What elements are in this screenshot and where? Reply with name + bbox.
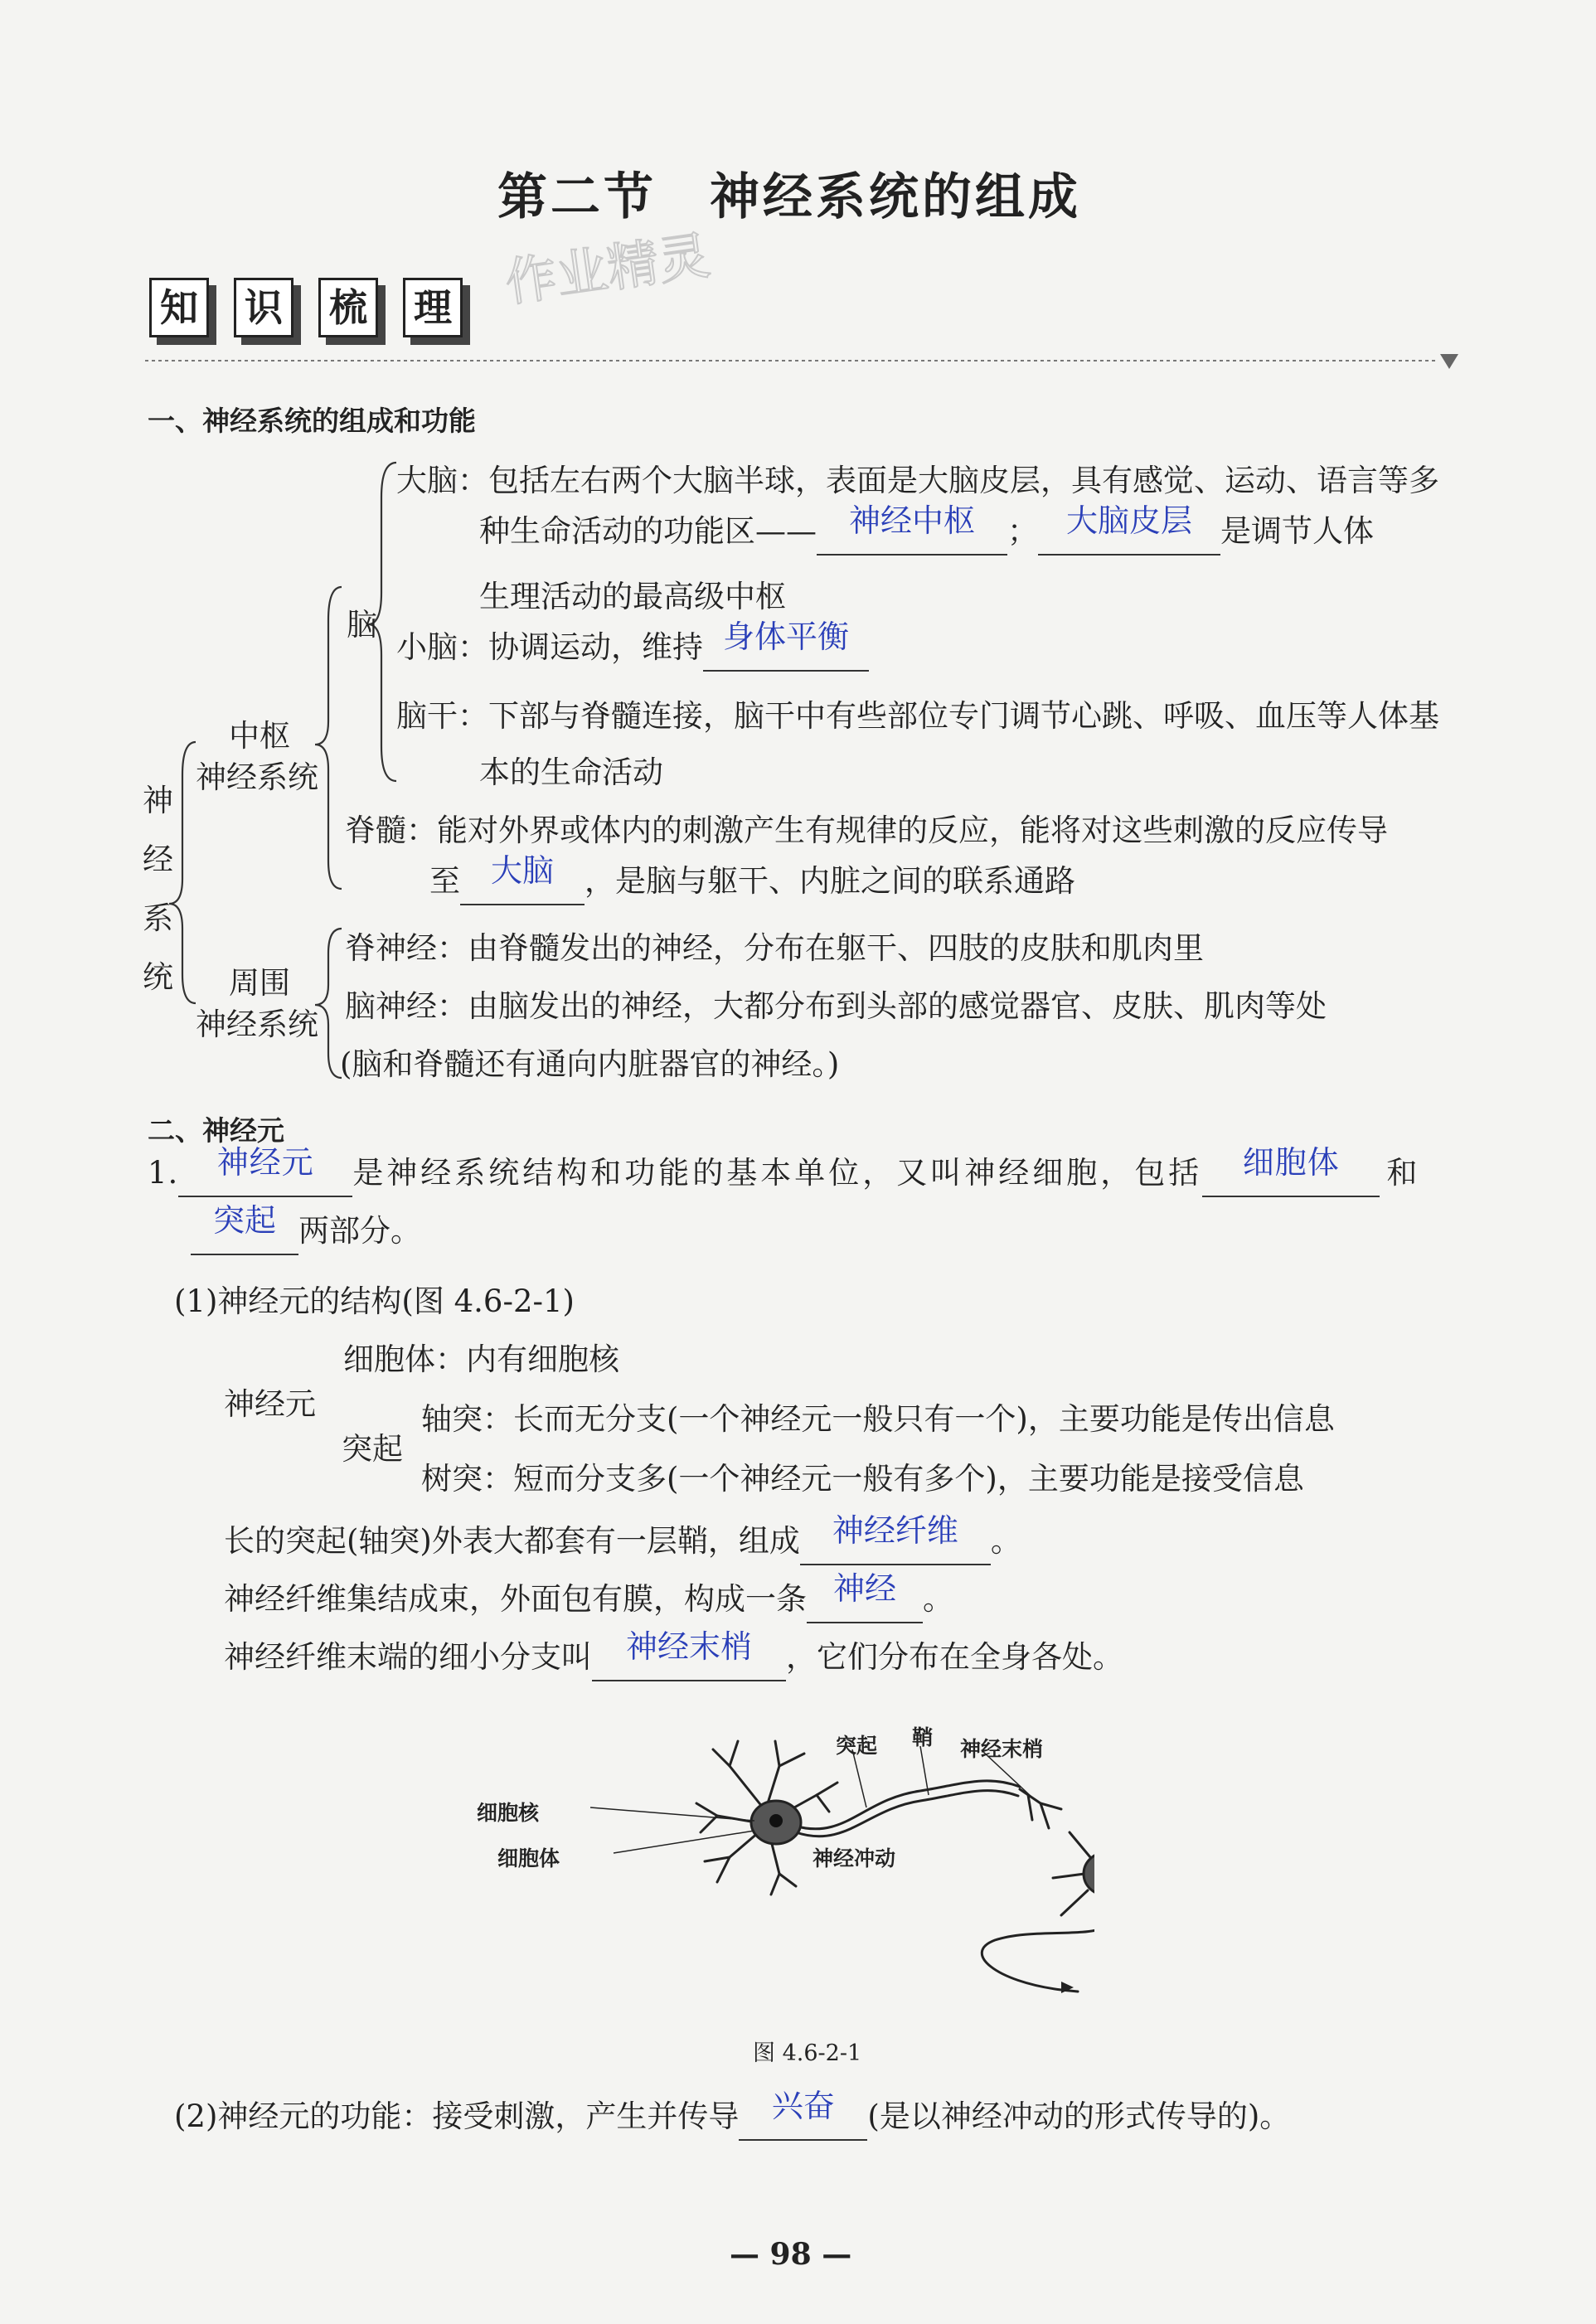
answer-blank-6: 细胞体 (1202, 1154, 1380, 1197)
figure-label-cell-body: 细胞体 (497, 1846, 560, 1870)
central-label-2: 神经系统 (196, 759, 318, 795)
neuron-figure (477, 1716, 1094, 1998)
cerebrum-line-2: 种生命活动的功能区—— 神经中枢 ； 大脑皮层 是调节人体 (479, 512, 1374, 556)
figure-label-nerve-ending: 神经末梢 (960, 1737, 1044, 1761)
brain-label: 脑 (347, 607, 377, 643)
spinal-line-2: 至 大脑 ，是脑与躯干、内脏之间的联系通路 (429, 862, 1075, 905)
cell-body-line: 细胞体：内有细胞核 (343, 1342, 619, 1377)
function-line: (2)神经元的功能：接受刺激，产生并传导 兴奋 (是以神经冲动的形式传导的)。 (174, 2098, 1290, 2141)
nerve-ending-line: 神经纤维末端的细小分支叫 神经末梢 ，它们分布在全身各处。 (224, 1638, 1123, 1681)
answer-blank-3: 身体平衡 (703, 628, 869, 672)
sub-heading-structure: (1)神经元的结构(图 4.6-2-1) (174, 1283, 575, 1319)
answer-blank-11: 兴奋 (739, 2098, 867, 2141)
neuron-label: 神经元 (224, 1386, 316, 1422)
brainstem-line-1: 脑干：下部与脊髓连接，脑干中有些部位专门调节心跳、呼吸、血压等人体基 (396, 698, 1439, 734)
answer-blank-8: 神经纤维 (800, 1522, 991, 1565)
answer-blank-1: 神经中枢 (817, 512, 1007, 556)
figure-caption: 图 4.6-2-1 (753, 2040, 862, 2066)
page-number: — 98 — (730, 2237, 852, 2272)
question-1-line-1: 1. 神经元 是神经系统结构和功能的基本单位，又叫神经细胞，包括 细胞体 和 (148, 1154, 1418, 1197)
spinal-nerve-line: 脊神经：由脊髓发出的神经，分布在躯干、四肢的皮肤和肌肉里 (345, 930, 1204, 966)
knowledge-box-4: 理 (403, 278, 463, 337)
nerve-line: 神经纤维集结成束，外面包有膜，构成一条 神经 。 (224, 1580, 953, 1623)
sheath-line: 长的突起(轴突)外表大都套有一层鞘，组成 神经纤维 。 (224, 1522, 1021, 1565)
process-label: 突起 (342, 1431, 403, 1467)
answer-blank-9: 神经 (807, 1580, 923, 1623)
spinal-line-1: 脊髓：能对外界或体内的刺激产生有规律的反应，能将对这些刺激的反应传导 (345, 813, 1388, 848)
knowledge-box-2: 识 (234, 278, 293, 337)
watermark: 作业精灵 (501, 225, 714, 313)
question-1-line-2: 突起 两部分。 (191, 1212, 421, 1255)
cerebrum-line-1: 大脑：包括左右两个大脑半球，表面是大脑皮层，具有感觉、运动、语言等多 (396, 463, 1439, 498)
section1-heading: 一、神经系统的组成和功能 (148, 405, 476, 437)
figure-label-impulse: 神经冲动 (813, 1846, 896, 1870)
visceral-note: (脑和脊髓还有通向内脏器官的神经。) (340, 1046, 840, 1082)
knowledge-box-3: 梳 (318, 278, 378, 337)
answer-blank-2: 大脑皮层 (1038, 512, 1220, 556)
answer-blank-7: 突起 (191, 1212, 298, 1255)
page-title: 第二节 神经系统的组成 (497, 168, 1081, 226)
knowledge-box-1: 知 (149, 278, 209, 337)
peripheral-label-1: 周围 (229, 965, 290, 1001)
cranial-nerve-line: 脑神经：由脑发出的神经，大都分布到头部的感觉器官、皮肤、肌肉等处 (345, 988, 1327, 1024)
peripheral-label-2: 神经系统 (196, 1007, 318, 1042)
cerebellum-line: 小脑：协调运动，维持 身体平衡 (396, 628, 869, 672)
figure-label-process: 突起 (836, 1734, 878, 1758)
brainstem-line-2: 本的生命活动 (479, 754, 663, 790)
cerebrum-line-3: 生理活动的最高级中枢 (479, 579, 786, 614)
root-label: 神经系统 (143, 783, 173, 995)
section2-heading: 二、神经元 (148, 1114, 284, 1147)
answer-blank-5: 神经元 (178, 1154, 352, 1197)
dendrite-line: 树突：短而分支多(一个神经元一般有多个)，主要功能是接受信息 (421, 1461, 1304, 1497)
central-label-1: 中枢 (229, 718, 290, 754)
axon-line: 轴突：长而无分支(一个神经元一般只有一个)，主要功能是传出信息 (421, 1401, 1335, 1437)
answer-blank-10: 神经末梢 (592, 1638, 786, 1681)
figure-label-sheath: 鞘 (912, 1725, 934, 1749)
answer-blank-4: 大脑 (460, 862, 585, 905)
figure-label-nucleus: 细胞核 (477, 1801, 540, 1825)
